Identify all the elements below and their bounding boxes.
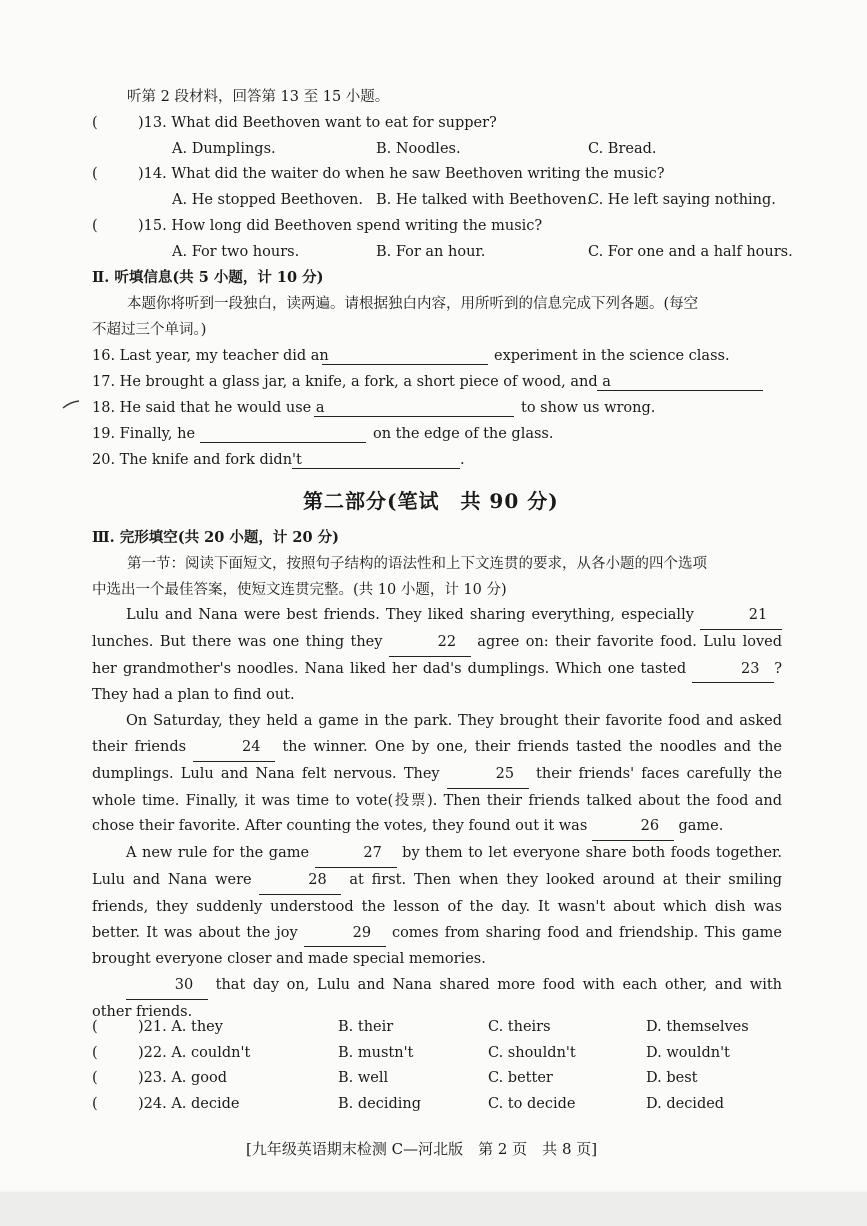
- choice22-c: C. shouldn't: [488, 1045, 576, 1061]
- q14-paren: (: [92, 166, 98, 182]
- blank-21[interactable]: 21: [700, 603, 782, 630]
- q14-option-c: C. He left saying nothing.: [588, 192, 776, 208]
- passage-paragraph-1: Lulu and Nana were best friends. They liked sharing everything, especially 21 lunches. But there was one thing they 22 agree on: their favorite food. Lulu loved her grandmother's noodles. Nana liked her dad's dumplings. Which one tasted 23 ? They had a plan to find out.: [92, 603, 782, 709]
- q13-option-b: B. Noodles.: [376, 141, 461, 157]
- listening-intro: 听第 2 段材料，回答第 13 至 15 小题。: [127, 89, 390, 105]
- choice21-paren: (: [92, 1019, 98, 1035]
- cloze-passage: [92, 603, 782, 1026]
- choice23-a: )23. A. good: [138, 1070, 228, 1086]
- page-footer: [九年级英语期末检测 C—河北版 第 2 页 共 8 页]: [246, 1140, 598, 1158]
- choice23-d: D. best: [646, 1070, 698, 1086]
- pen-mark: [62, 400, 80, 410]
- blank-26[interactable]: 26: [592, 814, 674, 841]
- choice22-d: D. wouldn't: [646, 1045, 730, 1061]
- part2-title: 第二部分(笔试 共 90 分): [303, 489, 559, 513]
- section3-instruction-2: 中选出一个最佳答案，使短文连贯完整。(共 10 小题，计 10 分): [92, 582, 507, 598]
- section3-title: Ⅲ. 完形填空(共 20 小题，计 20 分): [92, 529, 340, 546]
- blank-22[interactable]: 22: [389, 630, 471, 657]
- choice21-d: D. themselves: [646, 1019, 749, 1035]
- choice24-paren: (: [92, 1096, 98, 1112]
- passage-paragraph-3: A new rule for the game 27 by them to let everyone share both foods together. Lulu and Nana were 28 at first. Then when they looked around at their smiling friends, they suddenly understood the lesson of the day. It wasn't about which dish was better. It was about the joy 29 comes from sharing food and friendship. This game brought everyone closer and made special memories.: [92, 841, 782, 973]
- item16-after: experiment in the science class.: [494, 348, 730, 364]
- choice21-b: B. their: [338, 1019, 394, 1035]
- q14-stem: )14. What did the waiter do when he saw Beethoven writing the music?: [138, 166, 665, 182]
- item17-before: 17. He brought a glass jar, a knife, a fork, a short piece of wood, and a: [92, 374, 611, 390]
- q13-paren: (: [92, 115, 98, 131]
- choice24-b: B. deciding: [338, 1096, 422, 1112]
- choice24-c: C. to decide: [488, 1096, 576, 1112]
- q13-stem: )13. What did Beethoven want to eat for supper?: [138, 115, 497, 131]
- item16-before: 16. Last year, my teacher did an: [92, 348, 329, 364]
- page-gap: [0, 1192, 867, 1226]
- blank-23[interactable]: 23: [692, 657, 774, 684]
- choice22-b: B. mustn't: [338, 1045, 414, 1061]
- q15-paren: (: [92, 218, 98, 234]
- blank-25[interactable]: 25: [447, 762, 529, 789]
- section2-instruction-2: 不超过三个单词。): [92, 322, 207, 338]
- q14-option-a: A. He stopped Beethoven.: [172, 192, 363, 208]
- blank-27[interactable]: 27: [315, 841, 397, 868]
- choice24-d: D. decided: [646, 1096, 725, 1112]
- choice21-c: C. theirs: [488, 1019, 551, 1035]
- item18-before: 18. He said that he would use a: [92, 400, 325, 416]
- item20-answer-line[interactable]: [292, 450, 460, 469]
- choice23-paren: (: [92, 1070, 98, 1086]
- q15-option-b: B. For an hour.: [376, 244, 486, 260]
- blank-29[interactable]: 29: [304, 921, 386, 948]
- item19-before: 19. Finally, he: [92, 426, 196, 442]
- section3-instruction-1: 第一节：阅读下面短文，按照句子结构的语法性和上下文连贯的要求，从各小题的四个选项: [127, 556, 707, 572]
- blank-24[interactable]: 24: [193, 735, 275, 762]
- item16-answer-line[interactable]: [322, 346, 488, 365]
- passage-paragraph-4: 30 that day on, Lulu and Nana shared more food with each other, and with other friends.: [92, 973, 782, 1026]
- section2-title: Ⅱ. 听填信息(共 5 小题，计 10 分): [92, 269, 324, 286]
- q13-option-a: A. Dumplings.: [172, 141, 276, 157]
- choice22-paren: (: [92, 1045, 98, 1061]
- choice23-b: B. well: [338, 1070, 389, 1086]
- choice21-a: )21. A. they: [138, 1019, 223, 1035]
- q15-option-a: A. For two hours.: [172, 244, 300, 260]
- choice24-a: )24. A. decide: [138, 1096, 240, 1112]
- item19-after: on the edge of the glass.: [373, 426, 554, 442]
- q15-stem: )15. How long did Beethoven spend writing the music?: [138, 218, 543, 234]
- passage-paragraph-2: On Saturday, they held a game in the park. They brought their favorite food and asked their friends 24 the winner. One by one, their friends tasted the noodles and the dumplings. Lulu and Nana felt nervous. They 25 their friends' faces carefully the whole time. Finally, it was time to vote(投票). Then their friends talked about the food and chose their favorite. After counting the votes, they found out it was 26 game.: [92, 709, 782, 841]
- item18-after: to show us wrong.: [521, 400, 656, 416]
- q13-option-c: C. Bread.: [588, 141, 657, 157]
- item20-after: .: [460, 452, 465, 468]
- item18-answer-line[interactable]: [314, 398, 514, 417]
- blank-30[interactable]: 30: [126, 973, 208, 1000]
- choice22-a: )22. A. couldn't: [138, 1045, 251, 1061]
- item17-answer-line[interactable]: [597, 372, 763, 391]
- item19-answer-line[interactable]: [200, 424, 366, 443]
- choice23-c: C. better: [488, 1070, 553, 1086]
- blank-28[interactable]: 28: [259, 868, 341, 895]
- q14-option-b: B. He talked with Beethoven.: [376, 192, 592, 208]
- item20-before: 20. The knife and fork didn't: [92, 452, 302, 468]
- q15-option-c: C. For one and a half hours.: [588, 244, 793, 260]
- section2-instruction-1: 本题你将听到一段独白，读两遍。请根据独白内容，用所听到的信息完成下列各题。(每空: [127, 296, 699, 312]
